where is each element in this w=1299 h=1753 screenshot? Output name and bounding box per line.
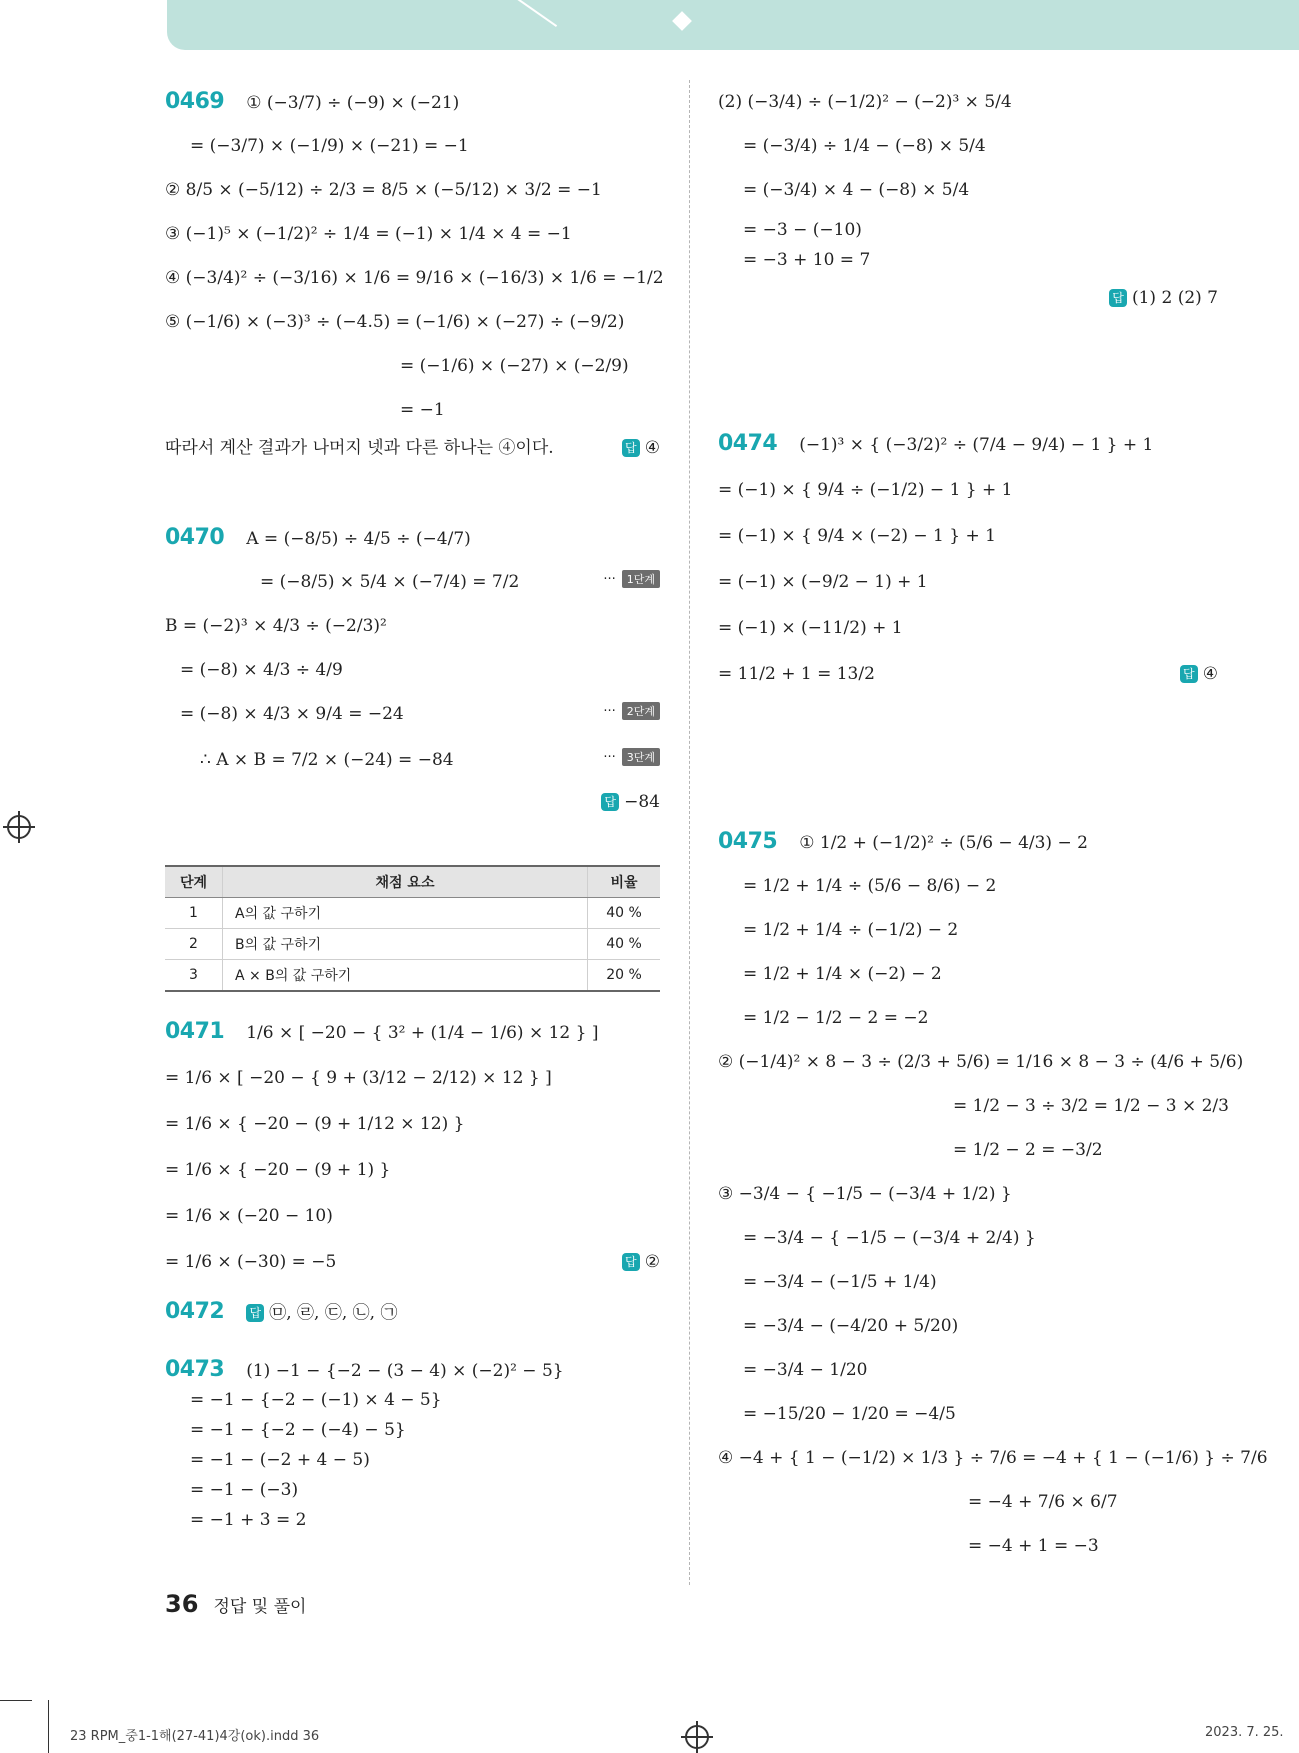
problem-number: 0473	[165, 1357, 225, 1382]
page-footer	[165, 1590, 306, 1618]
answer-text: 답 ④	[1180, 664, 1218, 684]
solution-line: = −1 − (−2 + 4 − 5)	[190, 1450, 370, 1470]
solution-line: = −15/20 − 1/20 = −4/5	[743, 1404, 956, 1424]
solution-line: = 1/2 + 1/4 ÷ (5/6 − 8/6) − 2	[743, 876, 997, 896]
solution-line: = −4 + 7/6 × 6/7	[968, 1492, 1118, 1512]
solution-line: ② (−1/4)² × 8 − 3 ÷ (2/3 + 5/6) = 1/16 × 8 − 3 ÷ (4/6 + 5/6)	[718, 1052, 1244, 1072]
solution-line: 0474 (−1)³ × { (−3/2)² ÷ (7/4 − 9/4) − 1 } + 1	[718, 431, 1154, 456]
solution-line: = (−3/4) × 4 − (−8) × 5/4	[743, 180, 970, 200]
solution-line: = (−3/7) × (−1/9) × (−21) = −1	[190, 136, 469, 156]
step-marker: ··· 3단계	[603, 748, 660, 766]
solution-line: = 1/2 + 1/4 × (−2) − 2	[743, 964, 942, 984]
solution-line: ⑤ (−1/6) × (−3)³ ÷ (−4.5) = (−1/6) × (−27) ÷ (−9/2)	[165, 312, 625, 332]
decorative-line	[507, 0, 557, 27]
solution-line: = −3 − (−10)	[743, 220, 862, 240]
solution-line: = −1 − {−2 − (−4) − 5}	[190, 1420, 406, 1440]
step-marker: ··· 1단계	[603, 570, 660, 588]
solution-line: = (−1/6) × (−27) × (−2/9)	[400, 356, 629, 376]
header-banner	[167, 0, 1299, 50]
table-header: 단계	[165, 866, 223, 898]
step-marker: ··· 2단계	[603, 702, 660, 720]
solution-line: = −3/4 − (−4/20 + 5/20)	[743, 1316, 959, 1336]
solution-line: = 1/6 × [ −20 − { 9 + (3/12 − 2/12) × 12 } ]	[165, 1068, 552, 1088]
crop-mark	[48, 1700, 49, 1753]
solution-line: = (−3/4) ÷ 1/4 − (−8) × 5/4	[743, 136, 986, 156]
answer-line	[1180, 662, 1218, 686]
star-icon	[672, 11, 692, 31]
table-cell: A의 값 구하기	[223, 898, 588, 929]
scoring-table	[165, 865, 660, 992]
slug-date: 2023. 7. 25.	[1205, 1725, 1284, 1740]
solution-line: = 1/2 − 3 ÷ 3/2 = 1/2 − 3 × 2/3	[953, 1096, 1229, 1116]
answer-text: 답 ㉤, ㉣, ㉢, ㉡, ㉠	[246, 1303, 397, 1323]
registration-mark-icon	[7, 815, 31, 839]
answer-icon: 답	[246, 1304, 264, 1322]
table-cell: 40 %	[588, 929, 661, 960]
solution-line: = (−1) × (−9/2 − 1) + 1	[718, 572, 928, 592]
solution-line: = −1	[400, 400, 445, 420]
solution-line: = −3/4 − { −1/5 − (−3/4 + 2/4) }	[743, 1228, 1036, 1248]
solution-line: = −3 + 10 = 7	[743, 250, 871, 270]
crop-mark	[0, 1700, 32, 1701]
solution-line: = 1/2 − 2 = −3/2	[953, 1140, 1103, 1160]
table-cell: 3	[165, 960, 223, 992]
solution-line: ④ (−3/4)² ÷ (−3/16) × 1/6 = 9/16 × (−16/3) × 1/6 = −1/2	[165, 268, 664, 288]
step-badge: 3단계	[622, 748, 660, 766]
table-cell: 1	[165, 898, 223, 929]
answer-text: 답 ④	[622, 438, 660, 458]
solution-line: ② 8/5 × (−5/12) ÷ 2/3 = 8/5 × (−5/12) × 3/2 = −1	[165, 180, 602, 200]
table-row	[165, 960, 660, 992]
table-cell: 2	[165, 929, 223, 960]
answer-text: 답 ②	[622, 1252, 660, 1272]
solution-line: = (−1) × { 9/4 × (−2) − 1 } + 1	[718, 526, 996, 546]
solution-line: B = (−2)³ × 4/3 ÷ (−2/3)²	[165, 616, 387, 636]
slug-filename: 23 RPM_중1-1해(27-41)4강(ok).indd 36	[70, 1729, 320, 1744]
solution-line: 따라서 계산 결과가 나머지 넷과 다른 하나는 ④이다.	[165, 438, 554, 458]
solution-line: = 1/2 − 1/2 − 2 = −2	[743, 1008, 929, 1028]
solution-line: = (−1) × (−11/2) + 1	[718, 618, 903, 638]
answer-text: 답 (1) 2 (2) 7	[1109, 288, 1218, 308]
solution-line: 0470 A = (−8/5) ÷ 4/5 ÷ (−4/7)	[165, 525, 471, 550]
solution-line	[165, 1300, 397, 1325]
table-row	[165, 898, 660, 929]
solution-line: 0473 (1) −1 − {−2 − (3 − 4) × (−2)² − 5}	[165, 1357, 564, 1382]
step-badge: 1단계	[622, 570, 660, 588]
solution-line: = 1/6 × (−20 − 10)	[165, 1206, 333, 1226]
solution-line: (2) (−3/4) ÷ (−1/2)² − (−2)³ × 5/4	[718, 92, 1012, 112]
answer-line	[622, 1250, 660, 1274]
solution-line: 0469 ① (−3/7) ÷ (−9) × (−21)	[165, 89, 460, 114]
solution-line: ∴ A × B = 7/2 × (−24) = −84	[200, 750, 454, 770]
table-cell: B의 값 구하기	[223, 929, 588, 960]
answer-line	[622, 436, 660, 460]
problem-number: 0470	[165, 525, 225, 550]
answer-text: 답 −84	[601, 792, 660, 812]
problem-number: 0474	[718, 431, 778, 456]
solution-line: = (−8) × 4/3 × 9/4 = −24	[180, 704, 404, 724]
solution-line: = −3/4 − 1/20	[743, 1360, 868, 1380]
answer-line	[1109, 286, 1218, 310]
table-header: 채점 요소	[223, 866, 588, 898]
solution-line: = 1/6 × { −20 − (9 + 1/12 × 12) }	[165, 1114, 465, 1134]
left-column	[165, 60, 664, 1560]
solution-line: = (−8/5) × 5/4 × (−7/4) = 7/2	[260, 572, 520, 592]
problem-number: 0472	[165, 1299, 225, 1324]
table-cell: 40 %	[588, 898, 661, 929]
problem-number: 0471	[165, 1019, 225, 1044]
answer-icon: 답	[622, 1253, 640, 1271]
solution-line: ④ −4 + { 1 − (−1/2) × 1/3 } ÷ 7/6 = −4 + { 1 − (−1/6) } ÷ 7/6	[718, 1448, 1268, 1468]
problem-number: 0475	[718, 829, 778, 854]
solution-line: 0475 ① 1/2 + (−1/2)² ÷ (5/6 − 4/3) − 2	[718, 829, 1088, 854]
answer-line	[601, 790, 660, 814]
answer-icon: 답	[622, 439, 640, 457]
right-column	[718, 60, 1268, 1560]
page-number: 36	[165, 1590, 199, 1618]
solution-line: = (−8) × 4/3 ÷ 4/9	[180, 660, 343, 680]
solution-line: = 1/6 × (−30) = −5	[165, 1252, 337, 1272]
page-section-title: 정답 및 풀이	[213, 1597, 307, 1617]
registration-mark-icon	[685, 1725, 709, 1749]
answer-icon: 답	[1180, 665, 1198, 683]
solution-line: = −1 + 3 = 2	[190, 1510, 307, 1530]
solution-line: ③ (−1)⁵ × (−1/2)² ÷ 1/4 = (−1) × 1/4 × 4 = −1	[165, 224, 572, 244]
table-header: 비율	[588, 866, 661, 898]
step-badge: 2단계	[622, 702, 660, 720]
solution-line: = −4 + 1 = −3	[968, 1536, 1099, 1556]
table-cell: A × B의 값 구하기	[223, 960, 588, 992]
solution-line: = 1/6 × { −20 − (9 + 1) }	[165, 1160, 391, 1180]
solution-line: = 1/2 + 1/4 ÷ (−1/2) − 2	[743, 920, 959, 940]
answer-icon: 답	[1109, 289, 1127, 307]
problem-number: 0469	[165, 89, 225, 114]
column-divider	[689, 80, 690, 1585]
solution-line: = −1 − (−3)	[190, 1480, 299, 1500]
solution-line: = (−1) × { 9/4 ÷ (−1/2) − 1 } + 1	[718, 480, 1013, 500]
solution-line: = −3/4 − (−1/5 + 1/4)	[743, 1272, 937, 1292]
solution-line: ③ −3/4 − { −1/5 − (−3/4 + 1/2) }	[718, 1184, 1012, 1204]
table-row	[165, 929, 660, 960]
solution-line: = −1 − {−2 − (−1) × 4 − 5}	[190, 1390, 442, 1410]
solution-line: 0471 1/6 × [ −20 − { 3² + (1/4 − 1/6) × 12 } ]	[165, 1019, 599, 1044]
solution-line: = 11/2 + 1 = 13/2	[718, 664, 875, 684]
answer-icon: 답	[601, 793, 619, 811]
table-cell: 20 %	[588, 960, 661, 992]
